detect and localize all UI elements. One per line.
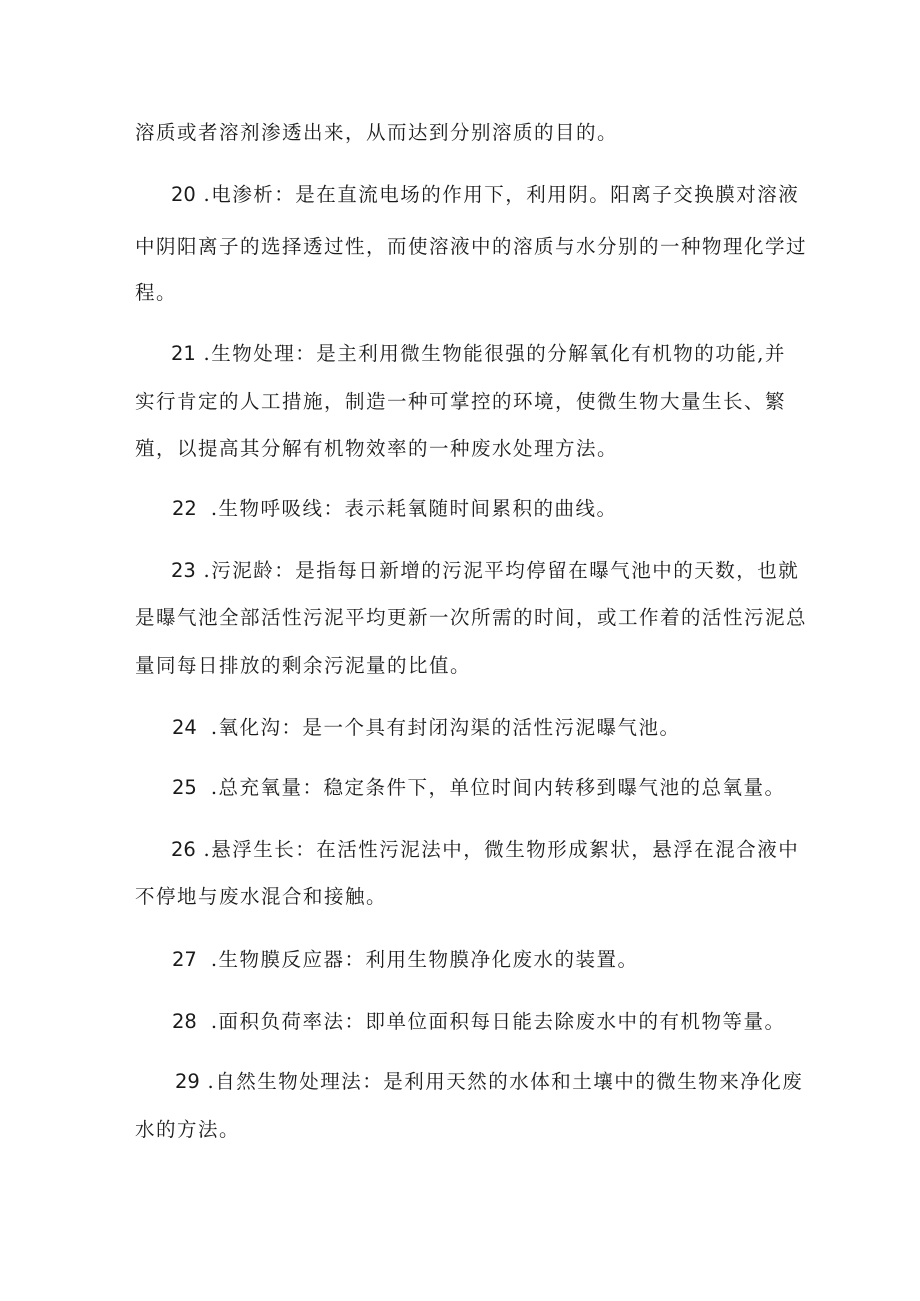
item-text: 电渗析：是在直流电场的作用下，利用阴。阳离子交换膜对溶液 (211, 183, 800, 206)
item-separator: . (210, 716, 219, 739)
paragraph-line: 溶质或者溶剂渗透出来，从而达到分别溶质的目的。 (135, 121, 619, 144)
paragraph-line: 不停地与废水混合和接触。 (135, 885, 388, 908)
item-separator: . (195, 559, 212, 582)
paragraph-line: 中阴阳离子的选择透过性，而使溶液中的溶质与水分别的一种物理化学过 (135, 235, 808, 258)
item-number: 26 (171, 838, 196, 861)
paragraph-line: 殖，以提高其分解有机物效率的一种废水处理方法。 (135, 437, 619, 460)
item-number: 29 (175, 1070, 200, 1093)
item-number: 21 (171, 342, 196, 365)
paragraph-line: 是曝气池全部活性污泥平均更新一次所需的时间，或工作着的活性污泥总 (135, 606, 808, 629)
item-number: 23 (171, 559, 196, 582)
item-number: 25 (172, 776, 197, 799)
item-text: 氧化沟：是一个具有封闭沟渠的活性污泥曝气池。 (218, 716, 681, 739)
item-separator: . (210, 1010, 219, 1033)
item-number: 27 (172, 948, 197, 971)
list-item-24 (172, 716, 832, 740)
item-text: 生物膜反应器：利用生物膜净化废水的装置。 (218, 948, 639, 971)
item-number: 24 (172, 716, 197, 739)
paragraph-line: 程。 (135, 281, 178, 304)
item-text: 生物呼吸线：表示耗氧随时间累积的曲线。 (218, 497, 618, 520)
item-separator: . (195, 838, 212, 861)
item-text: 污泥龄：是指每日新增的污泥平均停留在曝气池中的天数，也就 (211, 559, 800, 582)
paragraph-line: 水的方法。 (135, 1118, 241, 1141)
item-text: 悬浮生长：在活性污泥法中，微生物形成絮状，悬浮在混合液中 (211, 838, 800, 861)
item-separator: . (199, 1070, 216, 1093)
paragraph-line: 实行肯定的人工措施，制造一种可掌控的环境，使微生物大量生长、繁 (135, 390, 787, 413)
item-number: 20 (171, 183, 196, 206)
item-separator: . (195, 183, 212, 206)
list-item-27 (172, 948, 832, 972)
paragraph-line: 量同每日排放的剩余污泥量的比值。 (135, 654, 472, 677)
list-item-23 (171, 559, 831, 583)
item-separator: . (210, 497, 219, 520)
item-separator: . (210, 948, 219, 971)
list-item-20 (171, 183, 831, 207)
list-item-26 (171, 838, 831, 862)
list-item-29 (175, 1070, 835, 1094)
list-item-28 (172, 1010, 832, 1034)
list-item-22 (172, 497, 832, 521)
item-text: 面积负荷率法：即单位面积每日能去除废水中的有机物等量。 (218, 1010, 786, 1033)
item-separator: . (195, 342, 212, 365)
item-separator: . (210, 776, 219, 799)
list-item-25 (172, 776, 832, 800)
item-text: 自然生物处理法：是利用天然的水体和土壤中的微生物来净化废 (215, 1070, 804, 1093)
item-number: 22 (172, 497, 197, 520)
item-number: 28 (172, 1010, 197, 1033)
list-item-21 (171, 342, 831, 366)
item-text: 生物处理：是主利用微生物能很强的分解氧化有机物的功能,并 (211, 342, 786, 365)
item-text: 总充氧量：稳定条件下，单位时间内转移到曝气池的总氧量。 (218, 776, 786, 799)
